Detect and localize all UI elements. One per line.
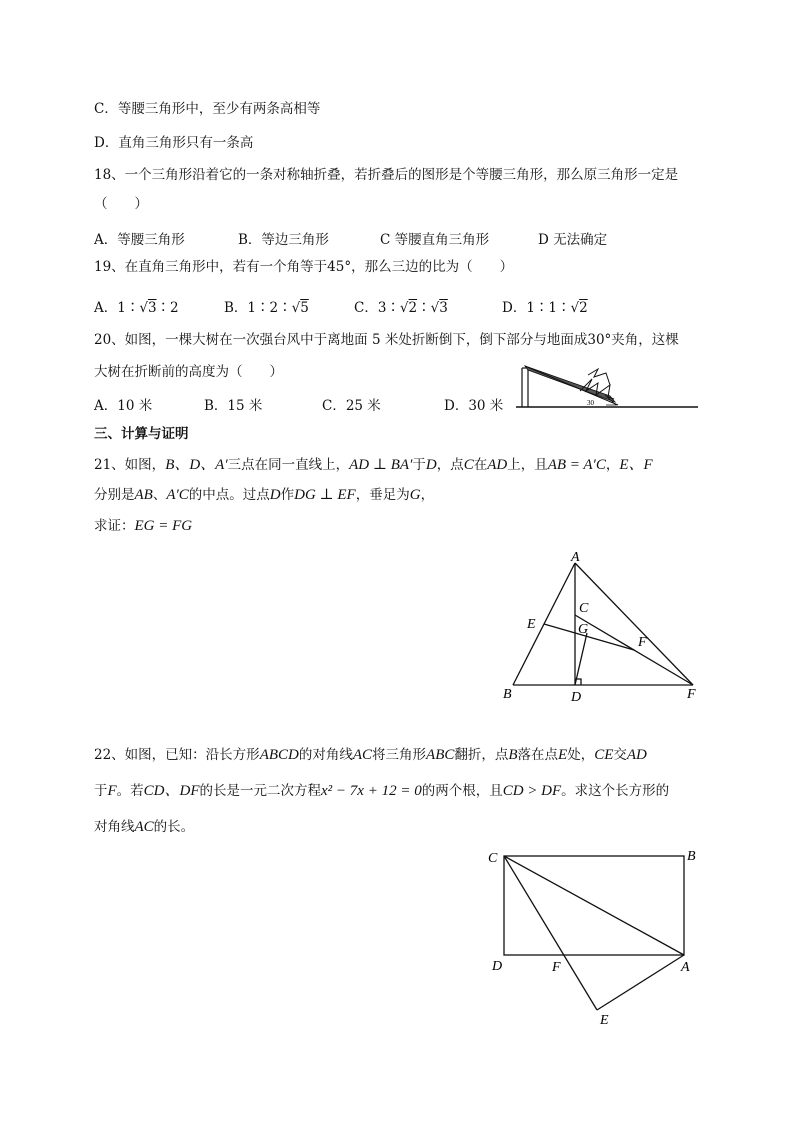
- label-g: G: [578, 622, 589, 637]
- label-f: F: [552, 960, 561, 975]
- label-b: B: [503, 687, 512, 702]
- label-d: D: [571, 690, 582, 705]
- question-22-line-2: 于F。若CD、DF的长是一元二次方程x² − 7x + 12 = 0的两个根，且CD > DF。求这个长方形的: [94, 783, 670, 799]
- question-21-line-1: 21、如图，B、D、A′三点在同一直线上，AD ⊥ BA′于D，点C在AD上，且AB = A′C，E、F: [94, 457, 653, 473]
- q19-option-b: B．1∶2∶√5: [224, 300, 309, 316]
- question-18-text: 18、一个三角形沿着它的一条对称轴折叠，若折叠后的图形是个等腰三角形，那么原三角形一定是: [94, 167, 679, 183]
- label-e: E: [527, 617, 536, 632]
- option-c-text: C．等腰三角形中，至少有两条高相等: [94, 101, 321, 117]
- q20-option-b: B．15 米: [204, 398, 263, 414]
- question-22-line-1: 22、如图，已知：沿长方形ABCD的对角线AC将三角形ABC翻折，点B落在点E处，CE交AD: [94, 747, 647, 763]
- q18-option-b: B．等边三角形: [238, 232, 329, 248]
- question-21-line-2: 分别是AB、A′C的中点。过点D作DG ⊥ EF，垂足为G，: [94, 487, 435, 503]
- label-f-1: F: [638, 635, 647, 650]
- segment-ef: [544, 624, 634, 650]
- q18-option-d: D 无法确定: [538, 232, 608, 248]
- option-d-text: D．直角三角形只有一条高: [94, 135, 254, 151]
- figure-21: [495, 545, 715, 705]
- label-d: D: [492, 959, 503, 974]
- q19-option-a: A．1∶√3∶2: [94, 300, 179, 316]
- label-c: C: [579, 601, 589, 616]
- q20-option-c: C．25 米: [322, 398, 381, 414]
- label-b: B: [687, 849, 696, 864]
- diagonal-ca: [504, 856, 684, 955]
- question-19-text: 19、在直角三角形中，若有一个角等于45°，那么三边的比为（ ）: [94, 259, 514, 275]
- segment-af: [575, 563, 693, 685]
- fallen-edge: [525, 366, 618, 405]
- q20-option-d: D．30 米: [444, 398, 504, 414]
- q19-option-c: C．3∶√2∶√3: [354, 300, 448, 316]
- label-e: E: [600, 1013, 609, 1028]
- label-a: A: [681, 960, 690, 975]
- question-18-blank: （ ）: [94, 196, 148, 212]
- label-f-2: F: [687, 687, 696, 702]
- q18-option-c: C 等腰直角三角形: [380, 232, 490, 248]
- question-20-text-2: 大树在折断前的高度为（ ）: [94, 364, 283, 380]
- figure-22: [485, 845, 710, 1030]
- segment-ea: [597, 955, 684, 1010]
- q18-option-a: A．等腰三角形: [94, 232, 185, 248]
- section-heading: 三、计算与证明: [94, 426, 189, 442]
- segment-dg: [575, 633, 587, 685]
- label-a: A: [571, 550, 580, 565]
- q19-option-d: D．1∶1∶√2: [502, 300, 588, 316]
- segment-ce: [504, 856, 597, 1010]
- label-c: C: [488, 851, 498, 866]
- q20-option-a: A．10 米: [94, 398, 153, 414]
- leaves: [588, 369, 610, 385]
- question-20-text: 20、如图，一棵大树在一次强台风中于离地面 5 米处折断倒下，倒下部分与地面成30°夹角，这棵: [94, 332, 679, 348]
- tree-figure: [510, 355, 700, 411]
- angle-label: 30: [587, 399, 594, 407]
- question-21-proof: 求证：EG = FG: [94, 518, 193, 534]
- question-22-line-3: 对角线AC的长。: [94, 819, 195, 835]
